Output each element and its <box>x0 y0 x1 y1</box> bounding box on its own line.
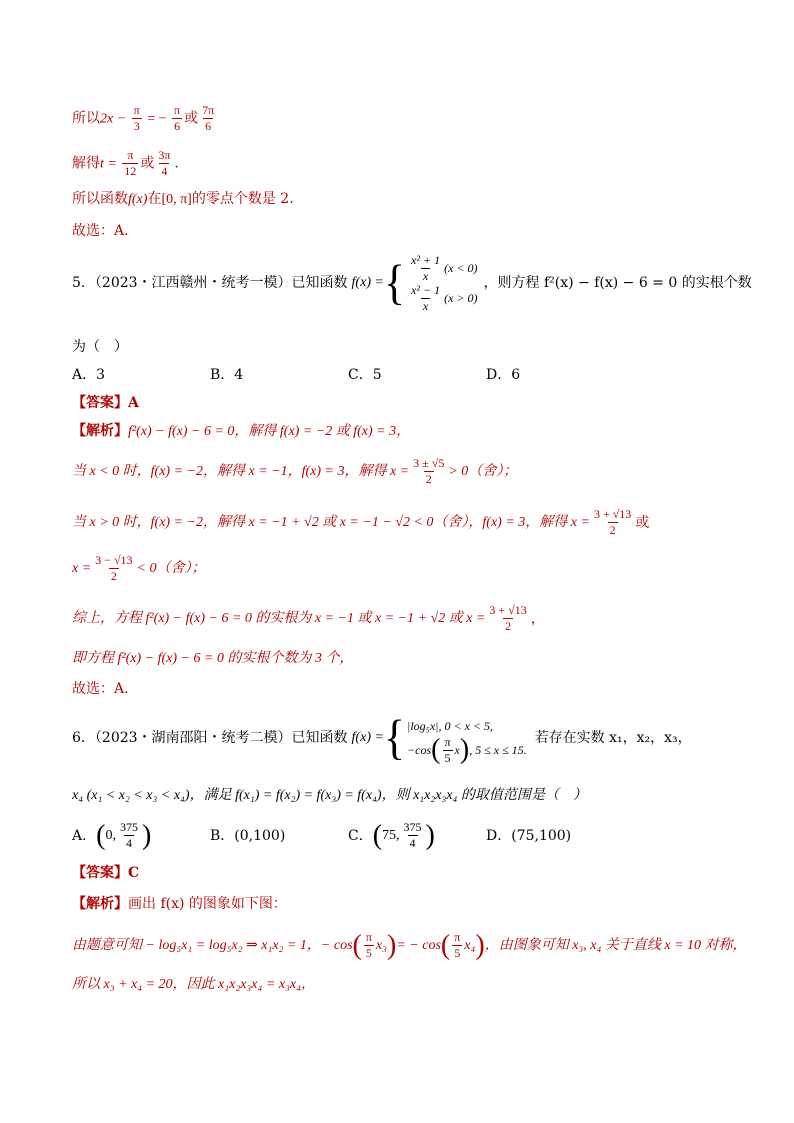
option-c[interactable]: C． ( 75, $\frac{375}{4}$ ) <box>348 819 435 851</box>
math: 由题意可知 − log₅x₁ = log₅x₂ ⇒ x₁x₂ = 1，− cos <box>72 937 353 953</box>
text: ， <box>530 610 545 627</box>
math: [0, π] <box>161 192 192 207</box>
analysis-5-line-5: 综上，方程 f²(x) − f(x) − 6 = 0 的实根为 x = −1 或 x = −1 + √2 或 x = $\frac{3 + √13}{2}$ ， <box>72 603 545 633</box>
option-a[interactable]: A． ( 0, $\frac{375}{4}$ ) <box>72 819 152 851</box>
math: = − <box>143 111 171 127</box>
question-text: 5．（2023・江西赣州・统考一模）已知函数 <box>72 275 348 291</box>
math: f(x) = <box>351 730 384 745</box>
solution-line-1 <box>72 103 218 134</box>
math: 当 x < 0 时，f(x) = −2，解得 x = −1，f(x) = 3，解得 x = <box>72 463 410 479</box>
text: 在 <box>147 191 162 207</box>
analysis-label: 【解析】 <box>72 896 128 912</box>
analysis-5-line-7: 故选：A. <box>72 681 129 697</box>
brace-symbol: { <box>383 255 406 310</box>
analysis-5-line-4: x = $\frac{3 - √13}{2}$ < 0（舍）； <box>72 553 206 583</box>
analysis-6-line-2: 由题意可知 − log₅x₁ = log₅x₂ ⇒ x₁x₂ = 1，− cos ( $\frac{\pi}{5}$ x₃ ) = − cos ( $\frac{\pi}{5}$ x₄ ) ，由图象可知 x₃, x₄ 关于直线 x = 10 对称， <box>72 929 747 961</box>
solution-line-3 <box>72 190 294 209</box>
option-c[interactable]: C．5 <box>348 367 382 383</box>
option-a[interactable]: A．3 <box>72 367 106 383</box>
math: 当 x > 0 时，f(x) = −2，解得 x = −1 + √2 或 x = −1 − √2 < 0（舍），f(x) = 3，解得 x = <box>72 514 590 530</box>
text: 或 <box>140 155 155 172</box>
math: x = <box>72 560 92 576</box>
math: t = <box>100 156 121 172</box>
math: 2x − <box>100 111 130 127</box>
fraction: $\frac{7\pi}{6}$ <box>202 103 215 133</box>
analysis-5-line-3: 当 x > 0 时，f(x) = −2，解得 x = −1 + √2 或 x = −1 − √2 < 0（舍），f(x) = 3，解得 x = $\frac{3 + √13}{2}$ 或 <box>72 507 650 537</box>
text: 解得 <box>72 155 100 172</box>
text: 所以 <box>72 110 100 127</box>
analysis-6-line-1 <box>72 895 287 913</box>
analysis-6-line-3 <box>72 975 315 994</box>
question-5-options <box>72 366 624 384</box>
math: < 0（舍）； <box>136 560 206 576</box>
solution-line-4: 故选：A. <box>72 223 129 239</box>
text: . <box>174 155 179 172</box>
math: f(x) = <box>351 275 384 290</box>
math: 即方程 f²(x) − f(x) − 6 = 0 的实根个数为 3 个， <box>72 651 354 666</box>
piecewise-cases: |log₅x|, 0 < x < 5, −cos ( $\frac{\pi}{5}$ x ) , 5 ≤ x ≤ 15. <box>407 719 527 765</box>
brace-symbol: { <box>383 710 406 765</box>
answer-value: C <box>128 865 140 881</box>
fraction: $\frac{\pi}{3}$ <box>133 103 140 133</box>
analysis-5-line-2: 当 x < 0 时，f(x) = −2，解得 x = −1，f(x) = 3，解得 x = $\frac{3 \pm √5}{2}$ > 0（舍）； <box>72 456 518 486</box>
answer-label: 【答案】 <box>72 395 128 411</box>
fraction: $\frac{\pi}{6}$ <box>174 103 181 133</box>
analysis-5-line-1 <box>72 422 410 441</box>
solution-line-2 <box>72 148 179 179</box>
question-5 <box>72 252 752 313</box>
option-b[interactable]: B．4 <box>210 367 244 383</box>
piecewise-cases: $\frac{\text{x² + 1}}{x}$ (x < 0) $\frac{\text{x² − 1}}{x}$ (x > 0) <box>411 252 478 313</box>
answer-6 <box>72 864 139 882</box>
question-text: 6．（2023・湖南邵阳・统考二模）已知函数 <box>72 730 348 746</box>
text: 或 <box>635 514 650 531</box>
question-6-line-2 <box>72 786 587 805</box>
math: f²(x) − f(x) − 6 = 0，解得 f(x) = −2 或 f(x) = 3， <box>128 424 411 439</box>
math: > 0（舍）； <box>448 463 518 479</box>
question-6 <box>72 710 692 765</box>
answer-value: A <box>128 395 139 411</box>
math: 所以 x₃ + x₄ = 20，因此 x₁x₂x₃x₄ = x₃x₄， <box>72 977 315 992</box>
text: 所以函数 <box>72 191 128 207</box>
math: 综上，方程 f²(x) − f(x) − 6 = 0 的实根为 x = −1 或 x = −1 + √2 或 x = <box>72 610 486 626</box>
fraction: $\frac{3\pi}{4}$ <box>158 148 171 178</box>
text: 的零点个数是 2. <box>191 191 294 207</box>
fraction: $\frac{\pi}{12}$ <box>124 148 137 178</box>
math: x₄ (x₁ < x₂ < x₃ < x₄)，满足 f(x₁) = f(x₂) = f(x₃) = f(x₄)，则 x₁x₂x₃x₄ 的取值范围是（ ） <box>72 788 587 803</box>
answer-5 <box>72 394 139 412</box>
analysis-5-line-6 <box>72 649 353 668</box>
text: 或 <box>184 110 199 127</box>
option-d[interactable]: D．6 <box>486 367 521 383</box>
math: f(x) <box>128 192 148 207</box>
option-d[interactable]: D．(75,100) <box>486 827 572 844</box>
analysis-label: 【解析】 <box>72 423 128 439</box>
question-text: ，则方程 f²(x) − f(x) − 6 = 0 的实根个数 <box>483 275 752 291</box>
text: 画出 f(x) 的图象如下图： <box>128 896 287 912</box>
question-text: 若存在实数 x₁，x₂，x₃， <box>534 730 692 746</box>
answer-label: 【答案】 <box>72 865 128 881</box>
question-5-line-2: 为（ ） <box>72 339 128 355</box>
option-b[interactable]: B．(0,100) <box>210 827 286 844</box>
question-6-options <box>72 820 624 851</box>
